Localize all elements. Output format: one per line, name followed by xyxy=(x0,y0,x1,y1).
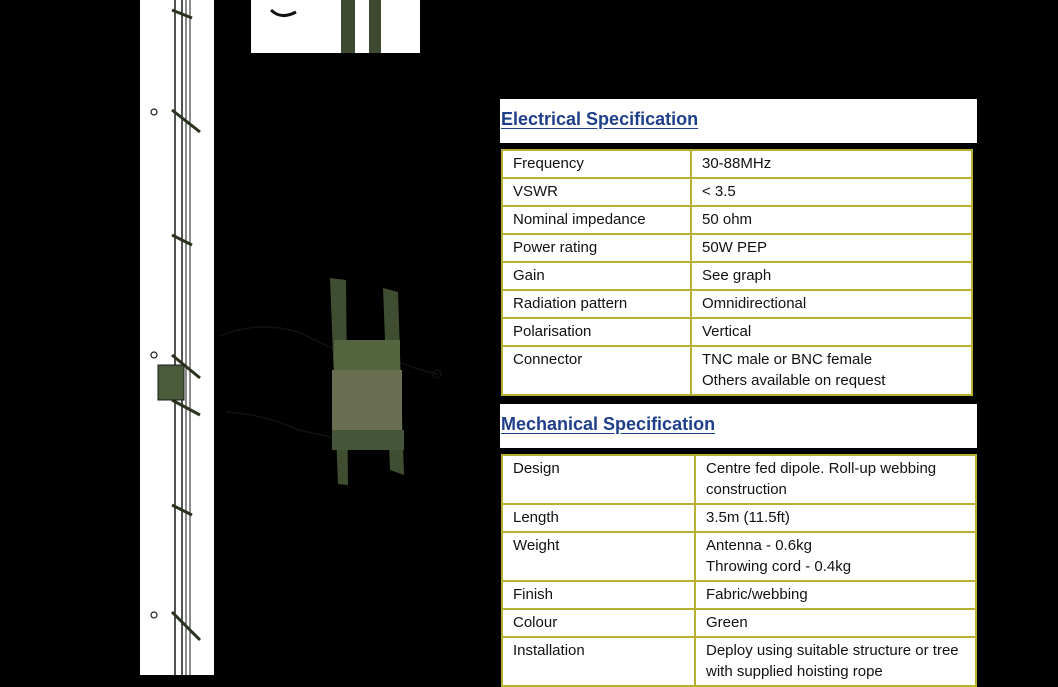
antenna-diagram xyxy=(140,0,214,675)
antenna-diagram-icon xyxy=(140,0,214,675)
table-row xyxy=(502,455,976,504)
spec-label: Polarisation xyxy=(502,318,691,346)
mechanical-heading: Mechanical Specification xyxy=(501,414,716,434)
table-row xyxy=(502,290,972,318)
table-row xyxy=(502,532,976,581)
spec-value: 50 ohm xyxy=(691,206,972,234)
table-row xyxy=(502,206,972,234)
table-row xyxy=(502,609,976,637)
spec-label: Colour xyxy=(502,609,695,637)
spec-value-line2: Others available on request xyxy=(702,372,886,389)
spec-value xyxy=(695,532,976,581)
spec-value: Green xyxy=(695,609,976,637)
spec-value: 50W PEP xyxy=(691,234,972,262)
spec-value: Vertical xyxy=(691,318,972,346)
spec-label: Connector xyxy=(502,346,691,395)
spec-value: Omnidirectional xyxy=(691,290,972,318)
spec-value xyxy=(691,346,972,395)
spec-label: Length xyxy=(502,504,695,532)
electrical-heading: Electrical Specification xyxy=(501,109,699,129)
spec-value-line1: Antenna - 0.6kg xyxy=(706,537,812,554)
spec-label: Frequency xyxy=(502,150,691,178)
spec-value: Deploy using suitable structure or tree with supplied hoisting rope xyxy=(695,637,976,686)
table-row xyxy=(502,504,976,532)
spec-value-line2: Throwing cord - 0.4kg xyxy=(706,558,852,575)
table-row xyxy=(502,150,972,178)
spec-value: Fabric/webbing xyxy=(695,581,976,609)
deployed-antenna-icon xyxy=(218,270,453,490)
spec-label: Power rating xyxy=(502,234,691,262)
table-row xyxy=(502,234,972,262)
table-row xyxy=(502,262,972,290)
spec-label: Nominal impedance xyxy=(502,206,691,234)
spec-label: Installation xyxy=(502,637,695,686)
spec-value: Centre fed dipole. Roll-up webbing construction xyxy=(695,455,976,504)
electrical-spec-table xyxy=(501,149,973,396)
electrical-heading-box xyxy=(500,99,977,143)
mechanical-heading-box xyxy=(500,404,977,448)
spec-value-line1: TNC male or BNC female xyxy=(702,351,873,368)
spec-label: Finish xyxy=(502,581,695,609)
webbing-photo-icon xyxy=(251,0,420,53)
table-row xyxy=(502,346,972,395)
product-photo-deployed xyxy=(218,270,453,490)
spec-value: < 3.5 xyxy=(691,178,972,206)
spec-value: See graph xyxy=(691,262,972,290)
spec-label: Design xyxy=(502,455,695,504)
spec-value: 3.5m (11.5ft) xyxy=(695,504,976,532)
spec-label: Radiation pattern xyxy=(502,290,691,318)
spec-label: Gain xyxy=(502,262,691,290)
spec-label: VSWR xyxy=(502,178,691,206)
table-row xyxy=(502,318,972,346)
table-row xyxy=(502,637,976,686)
spec-label: Weight xyxy=(502,532,695,581)
table-row xyxy=(502,178,972,206)
table-row xyxy=(502,581,976,609)
mechanical-spec-table xyxy=(501,454,977,687)
product-photo-top xyxy=(251,0,420,53)
spec-value: 30-88MHz xyxy=(691,150,972,178)
